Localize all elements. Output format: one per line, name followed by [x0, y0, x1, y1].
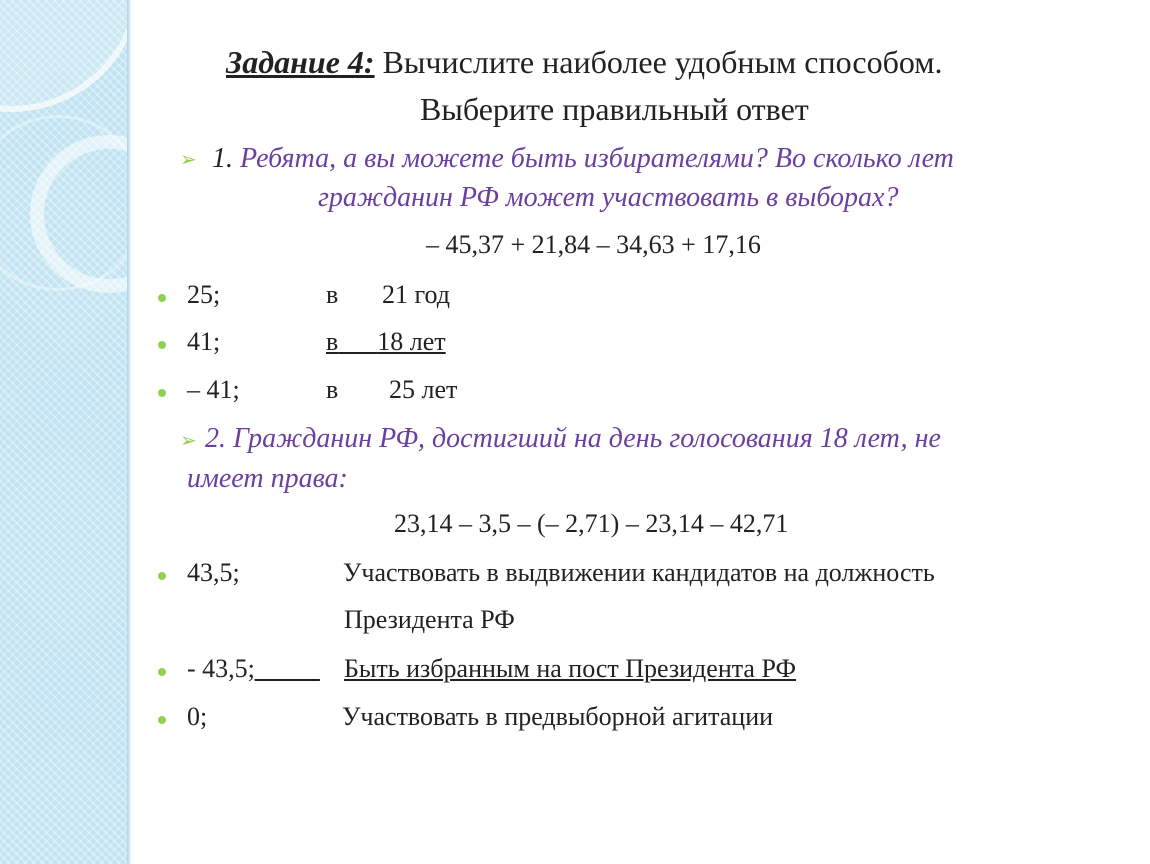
bullet-icon — [158, 294, 166, 302]
task-instruction: Вычислите наиболее удобным способом. — [374, 44, 943, 80]
task-label: Задание 4: — [226, 44, 375, 80]
option-3-prep: в — [326, 375, 339, 404]
bullet-icon — [158, 341, 166, 349]
arrow-bullet-icon: ➢ — [180, 428, 197, 452]
question-2-line1: Гражданин РФ, достигший на день голосования 18 лет, не — [233, 423, 941, 454]
decorative-sidebar — [0, 0, 127, 864]
question-1-line1: Ребята, а вы можете быть избирателями? Во сколько лет — [240, 143, 954, 174]
bullet-icon — [158, 572, 166, 580]
option-2-value: 41; — [187, 327, 221, 356]
option-5-value: - 43,5; — [187, 654, 255, 683]
question-2-number: 2. — [205, 423, 226, 454]
bullet-icon — [158, 668, 166, 676]
option-6-answer: Участвовать в предвыборной агитации — [342, 702, 774, 731]
decorative-circle — [0, 0, 127, 112]
option-2-correct-answer: в 18 лет — [326, 327, 446, 356]
question-1-line2: гражданин РФ может участвовать в выборах? — [318, 182, 899, 213]
expression-2: 23,14 – 3,5 – (– 2,71) – 23,14 – 42,71 — [394, 509, 789, 538]
sidebar-edge — [127, 0, 131, 864]
question-2-line2: имеет права: — [187, 463, 348, 494]
task-subtitle: Выберите правильный ответ — [420, 91, 809, 127]
option-3-value: – 41; — [187, 375, 240, 404]
option-1-answer: 21 год — [382, 280, 450, 309]
option-4-answer: Участвовать в выдвижении кандидатов на должность — [343, 558, 935, 587]
option-4-value: 43,5; — [187, 558, 240, 587]
question-1 — [212, 143, 954, 175]
option-5-correct-answer: Быть избранным на пост Президента РФ — [344, 654, 797, 683]
bullet-icon — [158, 389, 166, 397]
option-6-value: 0; — [187, 702, 208, 731]
option-3-answer: 25 лет — [389, 375, 458, 404]
option-1-prep: в — [326, 280, 339, 309]
bullet-icon — [158, 716, 166, 724]
arrow-bullet-icon: ➢ — [180, 147, 197, 171]
option-4-answer-cont: Президента РФ — [344, 605, 515, 634]
question-2 — [205, 423, 941, 455]
expression-1: – 45,37 + 21,84 – 34,63 + 17,16 — [426, 230, 761, 259]
task-title — [226, 44, 942, 81]
question-1-number: 1. — [212, 143, 233, 174]
option-1-value: 25; — [187, 280, 221, 309]
